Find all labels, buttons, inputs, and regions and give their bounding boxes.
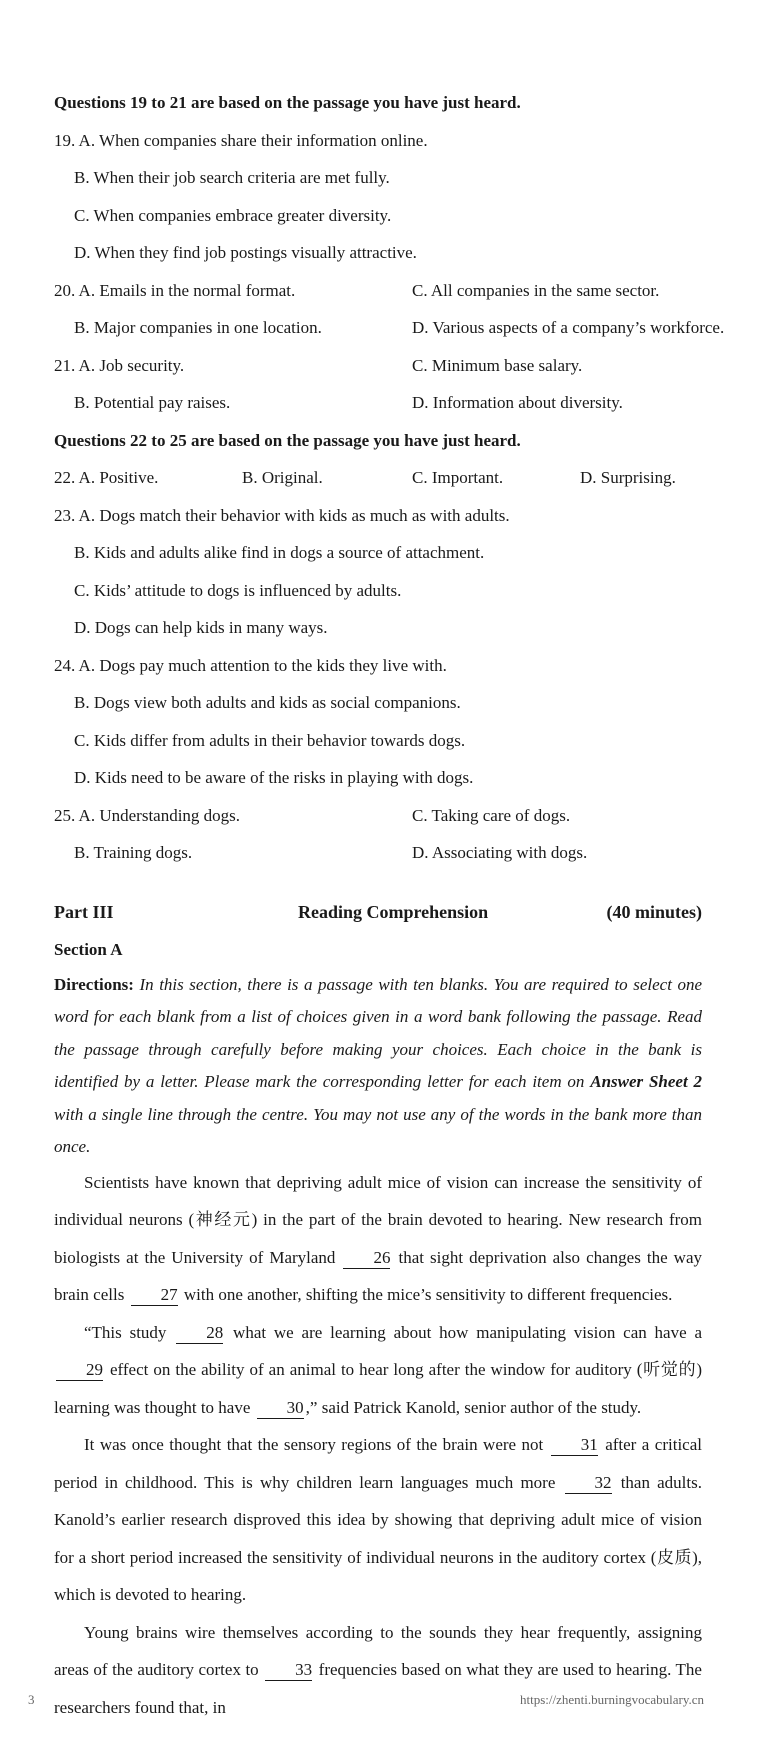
q22-option-d: D. Surprising. xyxy=(580,468,676,487)
q22-row xyxy=(54,459,702,497)
questions-22-25-header: Questions 22 to 25 are based on the passage you have just heard. xyxy=(54,430,521,450)
q25-option-c: C. Taking care of dogs. xyxy=(412,805,571,825)
q20-option-a: 20. A. Emails in the normal format. xyxy=(54,280,296,300)
part-title: Reading Comprehension xyxy=(298,901,489,922)
q24-option-b: B. Dogs view both adults and kids as social companions. xyxy=(74,693,461,712)
blank-26: 26 xyxy=(343,1248,390,1269)
q20-row-2 xyxy=(54,309,725,347)
p2-text-3: effect on the ability of an animal to hear long after the window for auditory (听觉的) learning was thought to have xyxy=(54,1360,702,1417)
part-label: Part III xyxy=(54,901,114,922)
p1-text-3: with one another, shifting the mice’s sensitivity to different frequencies. xyxy=(179,1285,673,1304)
passage-paragraph-1 xyxy=(54,1164,702,1314)
q23-option-c: C. Kids’ attitude to dogs is influenced by adults. xyxy=(74,580,402,600)
q19-option-a: 19. A. When companies share their information online. xyxy=(54,130,428,150)
q19-option-b: B. When their job search criteria are met fully. xyxy=(74,168,390,187)
directions-text-2: with a single line through the centre. You may not use any of the words in the bank more than once. xyxy=(54,1104,702,1156)
q25-option-a: 25. A. Understanding dogs. xyxy=(54,805,241,825)
p2-text-4: ,” said Patrick Kanold, senior author of the study. xyxy=(305,1397,642,1417)
part-time: (40 minutes) xyxy=(606,901,702,922)
q21-option-d: D. Information about diversity. xyxy=(412,393,623,412)
part-heading xyxy=(54,894,702,932)
directions xyxy=(54,969,702,1164)
directions-text-1: In this section, there is a passage with ten blanks. You are required to select one word for each blank from a list of choices given in a word bank following the passage. Read the passage through carefully before making your choices. Each choice in the bank is identified by a letter. Please mark the corresponding letter for each item on xyxy=(54,974,702,1091)
p1-text-2: that sight deprivation also changes the way brain cells xyxy=(54,1247,702,1304)
q25-row-1 xyxy=(54,797,702,835)
blank-29: 29 xyxy=(56,1360,103,1381)
blank-30: 30 xyxy=(257,1398,304,1419)
q23-option-a: 23. A. Dogs match their behavior with kids as much as with adults. xyxy=(54,505,510,525)
p3-text-1: It was once thought that the sensory regions of the brain were not xyxy=(84,1435,549,1454)
q21-option-a: 21. A. Job security. xyxy=(54,355,185,375)
page-number: 3 xyxy=(28,1692,35,1707)
q22-option-c: C. Important. xyxy=(412,468,504,487)
q23-option-b: B. Kids and adults alike find in dogs a source of attachment. xyxy=(74,543,485,562)
section-heading: Section A xyxy=(54,940,123,959)
q21-row-2 xyxy=(54,384,702,422)
q20-option-c: C. All companies in the same sector. xyxy=(412,280,660,300)
p4-text-2: frequencies based on what they are used to hearing. The researchers found that, in xyxy=(54,1660,702,1717)
passage-paragraph-3 xyxy=(54,1426,702,1614)
q24-option-c: C. Kids differ from adults in their behavior towards dogs. xyxy=(74,730,466,750)
q21-option-b: B. Potential pay raises. xyxy=(74,393,231,412)
p1-text-1: Scientists have known that depriving adult mice of vision can increase the sensitivity of individual neurons (神经元) in the part of the brain devoted to hearing. New research from biologists at the University of Maryland xyxy=(54,1172,702,1267)
exam-page xyxy=(54,84,725,1726)
q25-option-b: B. Training dogs. xyxy=(74,843,193,862)
source-url: https://zhenti.burningvocabulary.cn xyxy=(520,1692,704,1707)
q21-option-c: C. Minimum base salary. xyxy=(412,355,583,375)
q25-row-2 xyxy=(54,834,702,872)
q20-row-1 xyxy=(54,272,702,310)
q20-option-b: B. Major companies in one location. xyxy=(74,318,322,337)
q19-option-c: C. When companies embrace greater diversity. xyxy=(74,205,392,225)
blank-27: 27 xyxy=(131,1285,178,1306)
q20-option-d: D. Various aspects of a company’s workforce. xyxy=(412,318,725,337)
directions-label: Directions: xyxy=(54,974,134,994)
q25-option-d: D. Associating with dogs. xyxy=(412,843,588,862)
p2-text-2: what we are learning about how manipulating vision can have a xyxy=(225,1322,703,1342)
q19-option-d: D. When they find job postings visually attractive. xyxy=(74,243,417,262)
q24-option-a: 24. A. Dogs pay much attention to the kids they live with. xyxy=(54,655,447,675)
q23-option-d: D. Dogs can help kids in many ways. xyxy=(74,618,328,637)
p3-text-3: than adults. Kanold’s earlier research disproved this idea by showing that depriving adult mice of vision for a short period increased the sensitivity of individual neurons in the auditory cortex (皮质), which is devoted to hearing. xyxy=(54,1472,702,1604)
q22-option-b: B. Original. xyxy=(242,468,323,487)
answer-sheet-ref: Answer Sheet 2 xyxy=(590,1072,702,1091)
blank-32: 32 xyxy=(565,1473,612,1494)
q24-option-d: D. Kids need to be aware of the risks in playing with dogs. xyxy=(74,768,474,787)
questions-19-21-header: Questions 19 to 21 are based on the passage you have just heard. xyxy=(54,93,521,112)
blank-31: 31 xyxy=(551,1435,598,1456)
page-footer xyxy=(28,1692,704,1714)
passage-paragraph-2 xyxy=(54,1314,702,1427)
p2-text-1: “This study xyxy=(84,1322,175,1342)
q21-row-1 xyxy=(54,347,702,385)
blank-33: 33 xyxy=(265,1660,312,1681)
p3-text-2: after a critical period in childhood. This is why children learn languages much more xyxy=(54,1435,702,1492)
q22-option-a: 22. A. Positive. xyxy=(54,468,159,487)
blank-28: 28 xyxy=(176,1323,223,1344)
p4-text-1: Young brains wire themselves according to the sounds they hear frequently, assigning areas of the auditory cortex to xyxy=(54,1622,702,1679)
